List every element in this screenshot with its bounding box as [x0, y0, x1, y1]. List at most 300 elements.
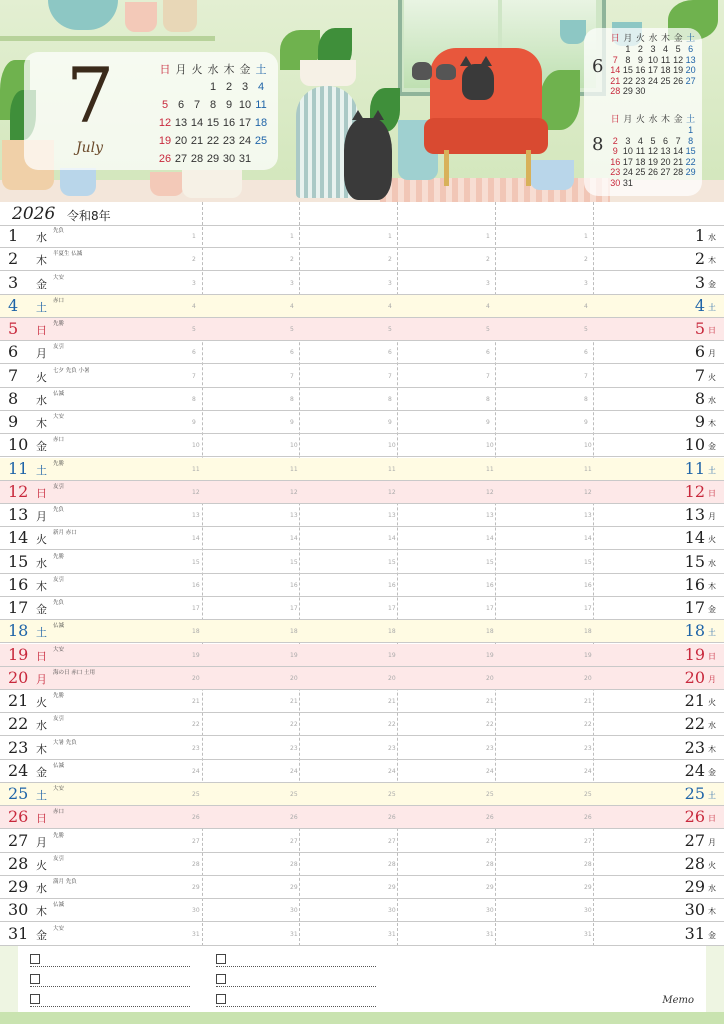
- day-row[interactable]: [0, 899, 724, 922]
- weekday-header: 日: [159, 64, 171, 76]
- date-cell: [157, 78, 173, 96]
- day-row[interactable]: [0, 365, 724, 388]
- right-day-weekday: 土: [708, 302, 716, 312]
- date-cell: 13: [685, 54, 696, 65]
- date-cell: 19: [673, 65, 684, 76]
- right-day-number: 19: [684, 644, 705, 664]
- day-row[interactable]: [0, 713, 724, 736]
- memo-checkbox-line[interactable]: [216, 950, 396, 970]
- column-day-number: 19: [192, 651, 200, 659]
- day-weekday: 火: [36, 370, 47, 384]
- date-cell: 16: [635, 65, 646, 76]
- right-day-number: 8: [694, 388, 705, 408]
- column-day-number: 1: [388, 233, 392, 240]
- date-cell: 21: [673, 156, 684, 167]
- column-day-number: 31: [486, 930, 494, 938]
- date-cell: [672, 178, 685, 189]
- right-day-number: 21: [684, 691, 705, 710]
- right-day-weekday: 火: [708, 372, 716, 382]
- day-row[interactable]: [0, 388, 724, 411]
- date-cell: 3: [241, 81, 249, 93]
- day-weekday: 日: [36, 486, 47, 500]
- day-number: 6: [8, 342, 19, 362]
- prev-month-mini-calendar: [609, 31, 697, 97]
- column-day-number: 26: [584, 814, 592, 822]
- date-cell: 4: [257, 81, 265, 93]
- column-day-number: 11: [290, 465, 298, 473]
- right-day-number: 25: [684, 784, 705, 803]
- cat-silhouette-illustration: [436, 64, 456, 80]
- weekday-header: 火: [635, 33, 645, 43]
- day-row[interactable]: [0, 737, 724, 760]
- right-day-weekday: 水: [708, 395, 716, 405]
- column-day-number: 20: [290, 674, 298, 682]
- date-cell: [622, 125, 635, 136]
- date-cell: 23: [222, 135, 236, 147]
- day-number: 27: [8, 830, 29, 850]
- column-day-number: 28: [290, 860, 298, 868]
- date-cell: 2: [637, 44, 643, 55]
- column-day-number: 8: [486, 395, 490, 403]
- day-row[interactable]: [0, 597, 724, 620]
- date-cell: 31: [622, 177, 633, 188]
- date-cell: [659, 178, 672, 189]
- column-day-number: 2: [584, 256, 588, 264]
- column-day-number: 19: [486, 651, 494, 659]
- column-day-number: 5: [290, 326, 294, 333]
- weekday-header: 日: [610, 33, 620, 43]
- right-day-weekday: 月: [708, 837, 716, 847]
- day-note: 赤口: [53, 809, 65, 816]
- day-number: 15: [8, 551, 29, 571]
- pot-illustration: [182, 170, 242, 198]
- weekday-header-row: [609, 112, 697, 125]
- column-day-number: 15: [584, 558, 592, 566]
- date-cell: 26: [673, 75, 684, 86]
- day-weekday: 金: [36, 928, 47, 942]
- right-day-weekday: 月: [708, 674, 716, 684]
- date-cell: 30: [222, 153, 236, 165]
- memo-checkbox-line[interactable]: [30, 950, 210, 970]
- column-day-number: 31: [290, 930, 298, 938]
- day-note: 先勝: [53, 321, 65, 327]
- column-day-number: 3: [388, 279, 392, 287]
- day-number: 5: [8, 319, 19, 338]
- date-cell: 26: [158, 153, 172, 165]
- day-note: 半夏生 仏滅: [53, 251, 83, 258]
- day-note: 仏滅: [53, 762, 65, 769]
- column-day-number: 13: [192, 512, 200, 519]
- column-day-number: 7: [486, 372, 490, 380]
- column-day-number: 28: [584, 860, 592, 868]
- day-note: 友引: [53, 344, 65, 351]
- day-row[interactable]: [0, 551, 724, 574]
- right-day-weekday: 木: [708, 744, 716, 754]
- checkbox-icon[interactable]: [30, 994, 40, 1004]
- right-day-weekday: 火: [708, 535, 716, 545]
- date-cell: 27: [660, 167, 671, 178]
- column-day-number: 31: [192, 930, 200, 938]
- day-note: 仏滅: [53, 902, 65, 909]
- date-cell: 4: [637, 135, 643, 146]
- right-day-weekday: 日: [708, 326, 716, 335]
- cat-ear: [480, 56, 492, 66]
- week-row: [609, 76, 697, 87]
- year-label: 2026: [12, 204, 56, 224]
- day-note: 大暑 先負: [53, 739, 77, 746]
- shelf-illustration: [0, 36, 215, 41]
- date-cell: 25: [254, 135, 268, 147]
- day-row[interactable]: [0, 690, 724, 713]
- date-cell: 28: [610, 86, 621, 97]
- column-day-number: 14: [584, 535, 592, 543]
- column-day-number: 17: [584, 605, 592, 612]
- date-cell: 11: [660, 54, 671, 65]
- day-weekday: 木: [36, 579, 47, 593]
- day-row[interactable]: [0, 272, 724, 295]
- pot-illustration: [60, 168, 96, 196]
- date-cell: 27: [685, 75, 696, 86]
- column-day-number: 6: [584, 349, 588, 357]
- week-row: [609, 178, 697, 189]
- date-cell: 2: [225, 81, 233, 93]
- column-day-number: 19: [290, 651, 298, 659]
- hanging-pot-illustration: [560, 20, 586, 44]
- date-cell: 6: [663, 135, 669, 146]
- black-cat-illustration: [462, 64, 494, 100]
- column-day-number: 2: [486, 256, 490, 264]
- week-row: [157, 150, 269, 168]
- day-weekday: 火: [36, 533, 47, 547]
- date-cell: 13: [660, 146, 671, 157]
- column-day-number: 19: [584, 651, 592, 659]
- day-row[interactable]: [0, 504, 724, 527]
- armchair-seat: [424, 118, 548, 154]
- day-number: 1: [8, 226, 19, 245]
- date-cell: 13: [174, 117, 188, 129]
- right-day-number: 15: [684, 551, 705, 571]
- column-day-number: 9: [584, 419, 588, 426]
- column-day-number: 14: [290, 535, 298, 543]
- right-day-number: 22: [684, 714, 705, 734]
- day-note: 先勝: [53, 832, 65, 839]
- checkbox-icon[interactable]: [216, 954, 226, 964]
- checkbox-icon[interactable]: [216, 974, 226, 984]
- column-day-number: 6: [388, 349, 392, 357]
- date-cell: 24: [647, 75, 658, 86]
- day-row[interactable]: [0, 876, 724, 899]
- day-row[interactable]: [0, 225, 724, 248]
- date-cell: [173, 78, 189, 96]
- right-day-weekday: 木: [708, 256, 716, 266]
- right-day-number: 9: [694, 412, 705, 431]
- column-day-number: 10: [584, 442, 592, 450]
- column-day-number: 22: [388, 721, 396, 729]
- date-cell: 6: [688, 44, 694, 55]
- day-weekday: 火: [36, 696, 47, 709]
- day-weekday: 土: [36, 626, 47, 640]
- column-day-number: 24: [192, 767, 200, 775]
- week-row: [157, 132, 269, 150]
- checkbox-icon[interactable]: [30, 974, 40, 984]
- right-day-weekday: 金: [708, 279, 716, 289]
- column-day-number: 14: [486, 535, 494, 543]
- column-day-number: 15: [486, 558, 494, 566]
- day-weekday: 水: [36, 556, 47, 570]
- date-cell: 10: [647, 54, 658, 65]
- weekday-header: 木: [661, 33, 671, 43]
- memo-area[interactable]: [18, 946, 706, 1012]
- column-day-number: 5: [486, 326, 490, 333]
- column-day-number: 8: [290, 395, 294, 403]
- day-weekday: 月: [36, 672, 47, 686]
- date-cell: 17: [622, 156, 633, 167]
- grid-title-row: [0, 202, 724, 226]
- right-day-number: 20: [684, 667, 705, 687]
- right-day-weekday: 月: [708, 349, 716, 359]
- day-weekday: 水: [36, 393, 47, 407]
- column-day-number: 17: [388, 605, 396, 612]
- day-note: 赤口: [53, 437, 65, 444]
- date-cell: 8: [625, 54, 631, 65]
- weekday-header: 水: [207, 64, 219, 76]
- column-day-number: 7: [584, 372, 588, 380]
- day-row[interactable]: [0, 620, 724, 643]
- column-day-number: 25: [486, 791, 494, 798]
- right-day-weekday: 火: [708, 860, 716, 870]
- date-cell: 29: [206, 153, 220, 165]
- date-cell: 5: [161, 99, 169, 111]
- date-cell: [634, 178, 647, 189]
- day-row[interactable]: [0, 434, 724, 457]
- column-day-number: 25: [290, 791, 298, 798]
- day-note: 先負: [53, 228, 65, 234]
- day-row[interactable]: [0, 248, 724, 271]
- day-number: 21: [8, 691, 29, 710]
- column-day-number: 8: [584, 395, 588, 403]
- column-day-number: 2: [388, 256, 392, 264]
- day-weekday: 土: [36, 300, 47, 314]
- weekday-header: 月: [623, 33, 633, 43]
- date-cell: 7: [193, 99, 201, 111]
- chair-leg: [444, 150, 449, 186]
- right-day-weekday: 火: [708, 698, 716, 707]
- date-cell: 15: [685, 146, 696, 157]
- column-day-number: 21: [290, 698, 298, 705]
- day-note: 大安: [53, 925, 65, 932]
- column-day-number: 23: [486, 744, 494, 752]
- column-day-number: 25: [192, 791, 200, 798]
- column-day-number: 24: [290, 767, 298, 775]
- date-cell: [659, 86, 672, 97]
- column-day-number: 10: [290, 442, 298, 450]
- day-note: 友引: [53, 716, 65, 723]
- right-day-weekday: 水: [708, 884, 716, 893]
- column-day-number: 1: [584, 233, 588, 240]
- right-day-number: 12: [684, 481, 705, 501]
- day-weekday: 水: [36, 882, 47, 895]
- pot-illustration: [150, 172, 184, 196]
- memo-checkbox-line[interactable]: [30, 990, 210, 1010]
- day-weekday: 金: [36, 603, 47, 616]
- right-day-number: 28: [684, 853, 705, 873]
- day-note: 先勝: [53, 553, 65, 560]
- date-cell: 30: [635, 86, 646, 97]
- date-cell: 28: [190, 153, 204, 165]
- day-row[interactable]: [0, 667, 724, 690]
- date-cell: 17: [238, 117, 252, 129]
- day-row[interactable]: [0, 295, 724, 318]
- date-cell: 8: [688, 135, 694, 146]
- column-day-number: 3: [192, 279, 196, 287]
- day-row[interactable]: [0, 760, 724, 783]
- column-day-number: 16: [486, 581, 494, 589]
- weekday-header: 木: [661, 114, 671, 124]
- day-weekday: 金: [36, 440, 47, 454]
- day-row[interactable]: [0, 458, 724, 481]
- date-cell: 23: [610, 167, 621, 178]
- right-day-number: 27: [684, 830, 705, 850]
- right-day-number: 26: [684, 807, 705, 827]
- day-weekday: 木: [36, 905, 47, 919]
- day-row[interactable]: [0, 923, 724, 946]
- column-day-number: 29: [584, 884, 592, 891]
- column-day-number: 24: [486, 767, 494, 775]
- date-cell: 25: [660, 75, 671, 86]
- date-cell: 31: [238, 153, 252, 165]
- column-day-number: 28: [486, 860, 494, 868]
- day-number: 19: [8, 644, 29, 664]
- day-row[interactable]: [0, 411, 724, 434]
- date-cell: 11: [635, 146, 646, 157]
- right-day-number: 6: [694, 342, 705, 362]
- date-cell: 14: [610, 65, 621, 76]
- cat-ear: [460, 56, 472, 66]
- pot-illustration: [530, 160, 574, 190]
- column-day-number: 29: [192, 884, 200, 891]
- column-day-number: 22: [486, 721, 494, 729]
- day-number: 16: [8, 574, 29, 594]
- date-cell: 28: [673, 167, 684, 178]
- next-month-mini-calendar: [609, 112, 697, 188]
- checkbox-icon[interactable]: [216, 994, 226, 1004]
- right-day-weekday: 土: [708, 791, 716, 800]
- day-weekday: 土: [36, 789, 47, 802]
- day-number: 26: [8, 807, 29, 827]
- date-cell: 1: [688, 125, 694, 136]
- column-day-number: 26: [290, 814, 298, 822]
- right-day-weekday: 日: [708, 488, 716, 498]
- date-cell: [609, 125, 622, 136]
- memo-checkbox-line[interactable]: [216, 970, 396, 990]
- day-number: 30: [8, 900, 29, 920]
- day-number: 2: [8, 249, 19, 269]
- column-day-number: 3: [290, 279, 294, 287]
- column-day-number: 4: [192, 302, 196, 310]
- right-day-weekday: 土: [708, 628, 716, 638]
- column-day-number: 3: [584, 279, 588, 287]
- column-day-number: 30: [192, 907, 200, 915]
- day-weekday: 土: [36, 463, 47, 477]
- day-weekday: 水: [36, 231, 47, 244]
- column-day-number: 10: [486, 442, 494, 450]
- day-row[interactable]: [0, 574, 724, 597]
- chair-leg: [526, 150, 531, 186]
- day-row[interactable]: [0, 527, 724, 550]
- day-row[interactable]: [0, 783, 724, 806]
- column-day-number: 5: [584, 326, 588, 333]
- column-day-number: 22: [192, 721, 200, 729]
- date-cell: 5: [675, 44, 681, 55]
- date-cell: 18: [660, 65, 671, 76]
- weekday-header: 日: [610, 114, 620, 124]
- right-day-weekday: 日: [708, 814, 716, 824]
- era-label: 令和8年: [67, 209, 111, 223]
- date-cell: 20: [685, 65, 696, 76]
- day-note: 先勝: [53, 460, 65, 467]
- memo-checkbox-line[interactable]: [216, 990, 396, 1010]
- date-cell: 9: [225, 99, 233, 111]
- right-day-number: 7: [694, 365, 705, 385]
- day-number: 31: [8, 923, 29, 943]
- column-day-number: 29: [290, 884, 298, 891]
- column-day-number: 7: [192, 372, 196, 380]
- column-day-number: 15: [192, 558, 200, 566]
- right-day-number: 5: [694, 319, 705, 338]
- date-cell: 29: [622, 86, 633, 97]
- date-cell: [647, 86, 660, 97]
- column-day-number: 18: [584, 628, 592, 636]
- checkbox-icon[interactable]: [30, 954, 40, 964]
- column-day-number: 16: [584, 581, 592, 589]
- date-cell: 18: [635, 156, 646, 167]
- date-cell: 7: [612, 54, 618, 65]
- memo-checkbox-line[interactable]: [30, 970, 210, 990]
- day-row[interactable]: [0, 481, 724, 504]
- day-row[interactable]: [0, 853, 724, 876]
- column-day-number: 4: [486, 302, 490, 310]
- right-day-weekday: 水: [708, 233, 716, 242]
- date-cell: 10: [622, 146, 633, 157]
- day-note: 仏滅: [53, 390, 65, 397]
- day-row[interactable]: [0, 806, 724, 829]
- day-weekday: 木: [36, 254, 47, 268]
- date-cell: [253, 150, 269, 168]
- day-note: 大安: [53, 646, 65, 653]
- day-number: 9: [8, 412, 19, 431]
- column-day-number: 22: [290, 721, 298, 729]
- column-day-number: 31: [584, 930, 592, 938]
- right-day-number: 13: [684, 505, 705, 524]
- right-day-weekday: 木: [708, 581, 716, 591]
- column-day-number: 16: [192, 581, 200, 589]
- date-cell: [672, 125, 685, 136]
- dotted-line: [216, 966, 376, 967]
- day-row[interactable]: [0, 830, 724, 853]
- pot-illustration: [163, 0, 197, 32]
- column-day-number: 6: [486, 349, 490, 357]
- day-row[interactable]: [0, 341, 724, 364]
- date-cell: 21: [190, 135, 204, 147]
- day-number: 18: [8, 621, 29, 641]
- column-day-number: 22: [584, 721, 592, 729]
- day-row[interactable]: [0, 318, 724, 341]
- column-day-number: 1: [290, 233, 294, 240]
- day-number: 12: [8, 481, 29, 501]
- day-number: 11: [8, 458, 29, 478]
- month-number: 7: [66, 51, 115, 140]
- day-row[interactable]: [0, 644, 724, 667]
